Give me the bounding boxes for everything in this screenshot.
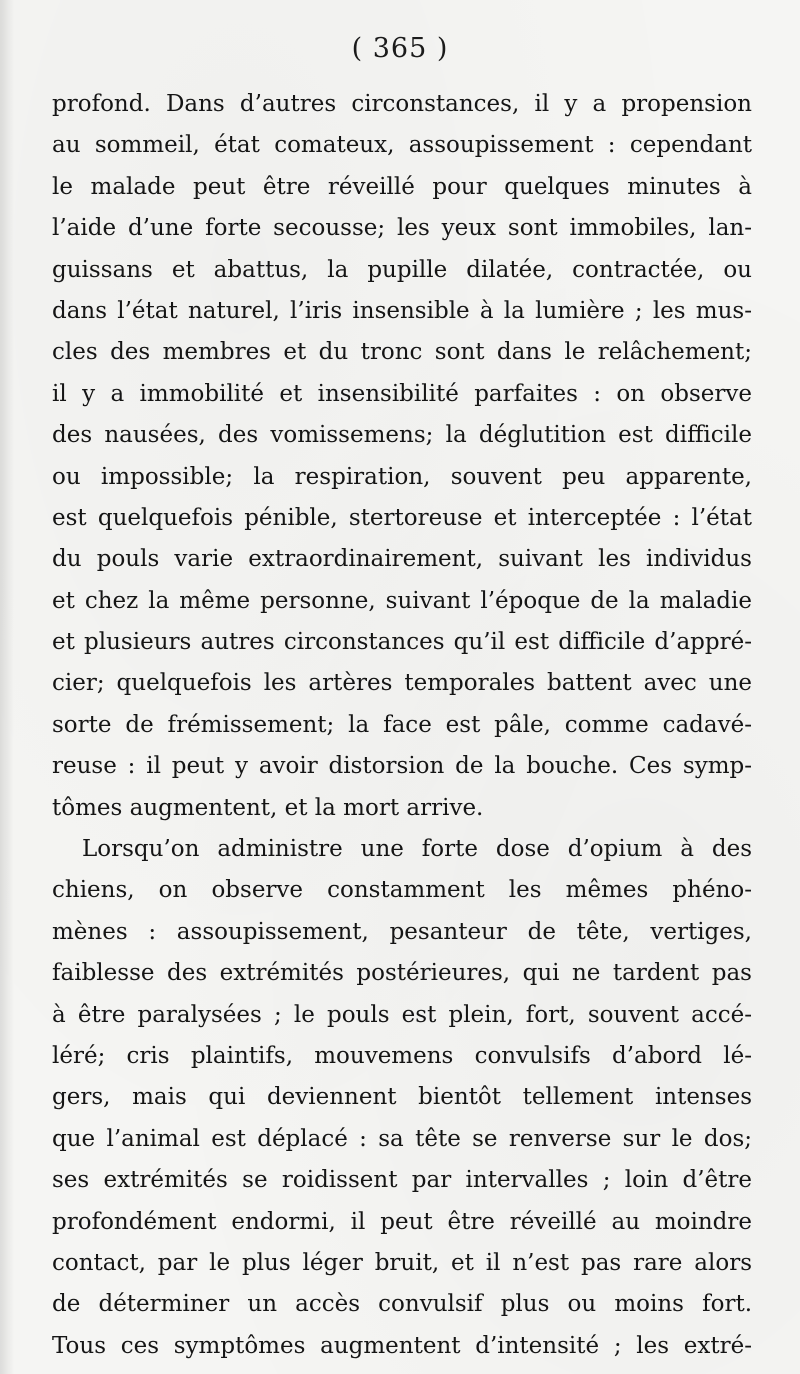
text-line: et chez la même personne, suivant l’époque de la maladie bbox=[52, 587, 752, 614]
paragraph-end-line: tômes augmentent, et la mort arrive. bbox=[52, 794, 484, 821]
text-line: faiblesse des extrémités postérieures, qui ne tardent pas bbox=[52, 960, 752, 987]
text-line: gers, mais qui deviennent bientôt tellement intenses bbox=[52, 1084, 752, 1111]
text-line: ses extrémités se roidissent par intervalles ; loin d’être bbox=[52, 1167, 752, 1194]
text-line: du pouls varie extraordinairement, suivant les individus bbox=[52, 546, 752, 573]
text-line: à être paralysées ; le pouls est plein, fort, souvent accé- bbox=[52, 1001, 752, 1028]
text-line: est quelquefois pénible, stertoreuse et interceptée : l’état bbox=[52, 504, 752, 531]
text-line: mènes : assoupissement, pesanteur de tête, vertiges, bbox=[52, 918, 752, 945]
text-line: reuse : il peut y avoir distorsion de la bouche. Ces symp- bbox=[52, 753, 752, 780]
text-line: Tous ces symptômes augmentent d’intensité ; les extré- bbox=[52, 1332, 752, 1359]
text-line: cles des membres et du tronc sont dans le relâchement; bbox=[52, 339, 752, 366]
text-line: sorte de frémissement; la face est pâle, comme cadavé- bbox=[52, 711, 752, 738]
text-line: l’aide d’une forte secousse; les yeux sont immobiles, lan- bbox=[52, 215, 752, 242]
text-line: cier; quelquefois les artères temporales battent avec une bbox=[52, 670, 752, 697]
text-line: et plusieurs autres circonstances qu’il est difficile d’appré- bbox=[52, 629, 752, 656]
text-line: le malade peut être réveillé pour quelques minutes à bbox=[52, 173, 752, 200]
text-line: profondément endormi, il peut être réveillé au moindre bbox=[52, 1208, 752, 1235]
text-line: guissans et abattus, la pupille dilatée, contractée, ou bbox=[52, 256, 752, 283]
text-line: au sommeil, état comateux, assoupissement : cependant bbox=[52, 132, 752, 159]
text-line: ou impossible; la respiration, souvent peu apparente, bbox=[52, 463, 752, 490]
text-line: que l’animal est déplacé : sa tête se renverse sur le dos; bbox=[52, 1125, 752, 1152]
paragraph-start-line: Lorsqu’on administre une forte dose d’opium à des bbox=[82, 836, 752, 863]
text-line: des nausées, des vomissemens; la déglutition est difficile bbox=[52, 422, 752, 449]
page-number: ( 365 ) bbox=[351, 33, 449, 64]
text-line: de déterminer un accès convulsif plus ou moins fort. bbox=[52, 1291, 752, 1318]
text-line: profond. Dans d’autres circonstances, il y a propension bbox=[52, 91, 752, 117]
text-line: léré; cris plaintifs, mouvemens convulsifs d’abord lé- bbox=[52, 1042, 752, 1069]
text-line: chiens, on observe constamment les mêmes phéno- bbox=[52, 877, 752, 904]
body-text bbox=[52, 84, 752, 1367]
text-line: il y a immobilité et insensibilité parfaites : on observe bbox=[52, 380, 752, 407]
text-line: contact, par le plus léger bruit, et il n’est pas rare alors bbox=[52, 1249, 752, 1276]
page-edge-shadow bbox=[0, 0, 14, 1374]
text-line: dans l’état naturel, l’iris insensible à la lumière ; les mus- bbox=[52, 297, 752, 324]
